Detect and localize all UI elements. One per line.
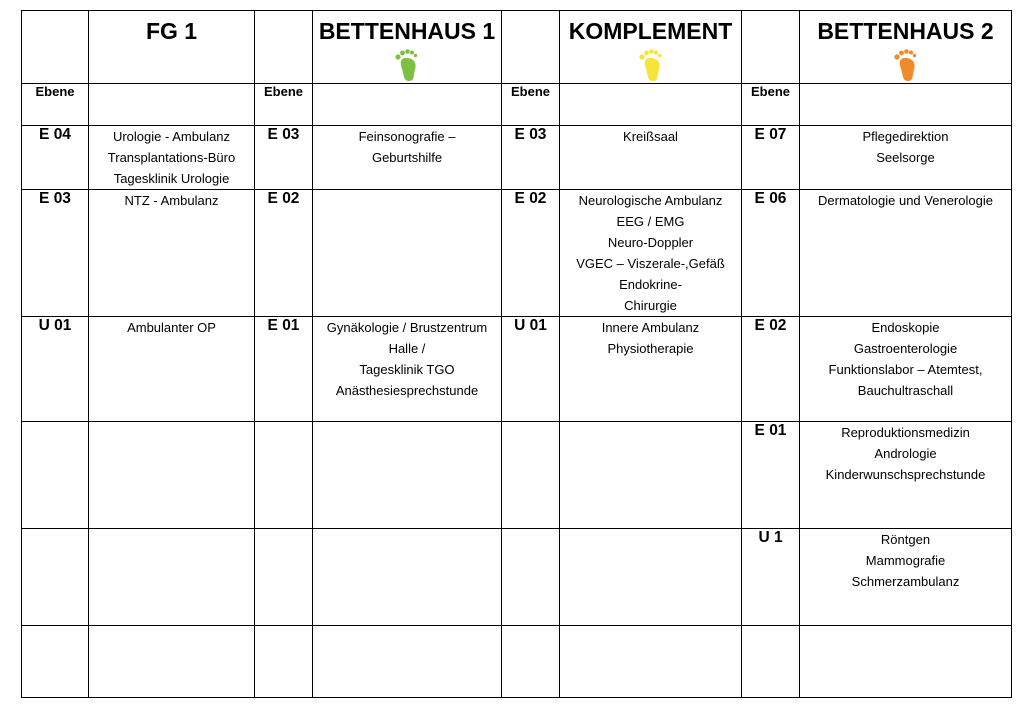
department-list <box>89 422 255 529</box>
department-name: Reproduktionsmedizin <box>841 425 970 440</box>
building-title: KOMPLEMENT <box>568 18 733 44</box>
floor-code: U 01 <box>22 317 89 422</box>
department-name: Chirurgie <box>624 298 677 313</box>
department-list <box>560 422 742 529</box>
department-name: Bauchultraschall <box>857 383 954 398</box>
building-header-cell <box>313 11 502 84</box>
yellow-footprint-icon <box>638 48 664 82</box>
department-name: Innere Ambulanz <box>601 320 700 335</box>
table-body <box>22 11 1012 698</box>
floor-code <box>22 422 89 529</box>
department-name: Endokrine- <box>619 277 682 292</box>
department-name: Kinderwunschsprechstunde <box>825 467 986 482</box>
department-name: Tagesklinik Urologie <box>113 171 230 186</box>
department-list <box>89 126 255 190</box>
department-list <box>800 126 1012 190</box>
floor-code <box>255 422 313 529</box>
floor-code: E 02 <box>742 317 800 422</box>
floor-code: E 03 <box>502 126 560 190</box>
department-name: Röntgen <box>880 532 931 547</box>
department-list <box>560 626 742 698</box>
department-name: Urologie - Ambulanz <box>112 129 231 144</box>
department-list <box>89 626 255 698</box>
floor-row <box>22 126 1012 190</box>
floor-code <box>502 422 560 529</box>
header-row <box>22 11 1012 84</box>
department-list <box>800 190 1012 317</box>
floor-code <box>255 626 313 698</box>
building-header-cell <box>560 11 742 84</box>
ebene-label-row <box>22 84 1012 126</box>
ebene-blank-cell <box>560 84 742 126</box>
department-name: Physiotherapie <box>607 341 694 356</box>
floor-row <box>22 422 1012 529</box>
department-list <box>800 317 1012 422</box>
department-name: Feinsonografie – <box>358 129 456 144</box>
department-list <box>313 126 502 190</box>
floor-code <box>502 529 560 626</box>
floor-code: E 02 <box>255 190 313 317</box>
department-list <box>313 190 502 317</box>
department-name: VGEC – Viszerale-,Gefäß <box>576 256 725 271</box>
department-name: Tagesklinik TGO <box>359 362 455 377</box>
green-footprint-icon <box>394 48 420 82</box>
floor-code: E 07 <box>742 126 800 190</box>
department-list <box>560 317 742 422</box>
department-name: Geburtshilfe <box>371 150 443 165</box>
floor-code: E 03 <box>22 190 89 317</box>
floor-code: U 01 <box>502 317 560 422</box>
department-list <box>313 529 502 626</box>
department-list <box>800 626 1012 698</box>
floor-row <box>22 190 1012 317</box>
department-name: Seelsorge <box>876 150 935 165</box>
department-name: Gynäkologie / Brustzentrum <box>326 320 488 335</box>
floor-code: E 01 <box>255 317 313 422</box>
department-name: Dermatologie und Venerologie <box>818 193 993 208</box>
ebene-label: Ebene <box>22 84 89 126</box>
ebene-blank-cell <box>89 84 255 126</box>
department-name: Halle / <box>388 341 426 356</box>
orange-footprint-icon <box>893 48 919 82</box>
department-list <box>89 190 255 317</box>
building-header-cell <box>89 11 255 84</box>
floor-code: U 1 <box>742 529 800 626</box>
department-list <box>89 529 255 626</box>
department-name: EEG / EMG <box>616 214 685 229</box>
department-list <box>560 529 742 626</box>
department-name: Ambulanter OP <box>127 320 216 335</box>
department-list <box>560 190 742 317</box>
building-header-cell <box>800 11 1012 84</box>
floor-code: E 04 <box>22 126 89 190</box>
floor-code: E 03 <box>255 126 313 190</box>
building-title: FG 1 <box>145 18 198 44</box>
floor-row <box>22 317 1012 422</box>
department-name: Pflegedirektion <box>862 129 949 144</box>
department-list <box>313 317 502 422</box>
department-name: Neuro-Doppler <box>607 235 694 250</box>
header-spacer-cell <box>742 11 800 84</box>
department-name: Gastroenterologie <box>853 341 958 356</box>
department-list <box>560 126 742 190</box>
floor-row <box>22 626 1012 698</box>
department-name: Kreißsaal <box>623 129 678 144</box>
floor-code <box>22 626 89 698</box>
ebene-blank-cell <box>800 84 1012 126</box>
floor-code <box>255 529 313 626</box>
floor-code: E 01 <box>742 422 800 529</box>
ebene-blank-cell <box>313 84 502 126</box>
floor-code: E 06 <box>742 190 800 317</box>
department-name: Endoskopie <box>871 320 940 335</box>
header-spacer-cell <box>255 11 313 84</box>
floor-code: E 02 <box>502 190 560 317</box>
header-spacer-cell <box>502 11 560 84</box>
ebene-label: Ebene <box>255 84 313 126</box>
department-name: Schmerzambulanz <box>851 574 960 589</box>
department-name: Andrologie <box>874 446 937 461</box>
department-list <box>313 422 502 529</box>
building-title: BETTENHAUS 1 <box>318 18 496 44</box>
department-list <box>800 422 1012 529</box>
floor-code <box>22 529 89 626</box>
building-title: BETTENHAUS 2 <box>817 18 994 44</box>
department-name: Mammografie <box>865 553 946 568</box>
department-name: Funktionslabor – Atemtest, <box>828 362 983 377</box>
ebene-label: Ebene <box>742 84 800 126</box>
department-list <box>800 529 1012 626</box>
floor-code <box>502 626 560 698</box>
header-spacer-cell <box>22 11 89 84</box>
floor-directory-table <box>21 10 1012 698</box>
floor-code <box>742 626 800 698</box>
department-name: Neurologische Ambulanz <box>578 193 723 208</box>
floor-row <box>22 529 1012 626</box>
department-name: Transplantations-Büro <box>107 150 236 165</box>
department-list <box>89 317 255 422</box>
department-list <box>313 626 502 698</box>
department-name: NTZ - Ambulanz <box>124 193 219 208</box>
department-name: Anästhesiesprechstunde <box>335 383 479 398</box>
ebene-label: Ebene <box>502 84 560 126</box>
